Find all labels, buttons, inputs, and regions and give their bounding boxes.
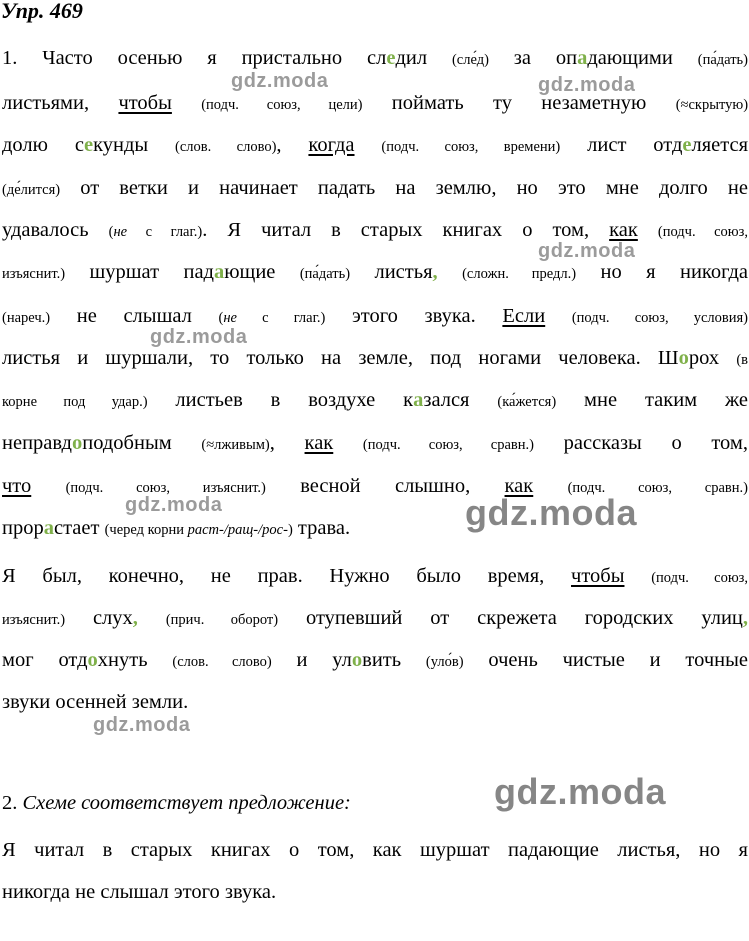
annotation: (≈лживым) (201, 437, 270, 453)
highlighted-letter: е (682, 134, 692, 156)
annotation: ) (287, 522, 293, 538)
underlined-conjunction: когда (308, 134, 355, 156)
annotation: с глаг.) (236, 310, 326, 326)
annotation: (в (736, 352, 748, 368)
highlighted-letter: о (87, 649, 98, 671)
text-line: корне под удар.) листьев в воздухе казался (ка́жется) мне таким же (2, 389, 749, 411)
annotation: (подч. союз, (657, 224, 748, 240)
annotation: (подч. союз, (651, 570, 749, 586)
annotation: корне под удар.) (2, 394, 148, 410)
text-line: долю секунды (слов. слово), когда (подч. союз, времени) лист отделяется (2, 134, 749, 156)
annotation-italic: не (223, 310, 237, 326)
annotation: (подч. союз, сравн.) (567, 480, 748, 496)
annotation: (прич. оборот) (165, 612, 279, 628)
annotation: изъяснит.) (2, 266, 66, 282)
text-line: удавалось (не с глаг.). Я читал в старых книгах о том, как (подч. союз, (2, 219, 748, 241)
highlighted-letter: а (213, 261, 225, 283)
watermark: gdz.moda (93, 714, 191, 736)
annotation: (подч. союз, изъяснит.) (65, 480, 266, 496)
underlined-conjunction: как (609, 219, 638, 241)
text-line: Я читал в старых книгах о том, как шуршат падающие листья, но я (2, 839, 748, 861)
text-line: никогда не слышал этого звука. (2, 881, 277, 903)
annotation: ( (108, 224, 114, 240)
watermark: gdz.moda (538, 240, 636, 262)
highlighted-letter: , (742, 607, 749, 629)
text-line: (нареч.) не слышал (не с глаг.) этого звука. Если (подч. союз, условия) (2, 305, 748, 327)
highlighted-letter: , (432, 261, 438, 283)
watermark: gdz.moda (150, 326, 248, 348)
highlighted-letter: о (678, 347, 689, 369)
text-line: листья и шуршали, то только на земле, под ногами человека. Шорох (в (2, 347, 748, 369)
annotation: (слов. слово) (175, 139, 277, 155)
annotation: (подч. союз, условия) (571, 310, 748, 326)
watermark: gdz.moda (465, 492, 637, 533)
italic-text: Схеме соответствует предложение: (22, 792, 351, 814)
annotation: (уло́в) (425, 654, 464, 670)
annotation: (подч. союз, сравн.) (362, 437, 534, 453)
text-line: Я был, конечно, не прав. Нужно было время, чтобы (подч. союз, (2, 565, 749, 587)
annotation: (черед корни (104, 522, 188, 538)
annotation: (ка́жется) (497, 394, 557, 410)
text-line: прорастает (черед корни раст-/ращ-/рос-) трава. (2, 517, 351, 539)
annotation: (сложн. предл.) (462, 266, 577, 282)
annotation-italic: раст-/ращ-/рос- (187, 522, 288, 538)
underlined-conjunction: чтобы (571, 565, 625, 587)
text-line: что (подч. союз, изъяснит.) весной слышно, как (подч. союз, сравн.) (2, 475, 748, 497)
annotation: изъяснит.) (2, 612, 66, 628)
text-line: мог отдохнуть (слов. слово) и уловить (уло́в) очень чистые и точные (2, 649, 748, 671)
underlined-conjunction: как (304, 432, 334, 454)
annotation: (де́лится) (2, 182, 61, 198)
underlined-conjunction: Если (502, 305, 546, 327)
text-line: звуки осенней земли. (2, 691, 189, 713)
highlighted-letter: о (351, 649, 363, 671)
highlighted-letter: е (83, 134, 94, 156)
watermark: gdz.moda (494, 771, 666, 812)
text-line: изъяснит.) слух, (прич. оборот) отупевший от скрежета городских улиц, (2, 607, 749, 629)
highlighted-letter: о (72, 432, 83, 454)
underlined-conjunction: чтобы (118, 92, 172, 114)
underlined-conjunction: что (2, 475, 32, 497)
text-line: листьями, чтобы (подч. союз, цели) поймать ту незаметную (≈скрытую) (2, 92, 749, 114)
annotation: (слов. слово) (172, 654, 272, 670)
annotation: (подч. союз, цели) (201, 97, 363, 113)
text-line: 2. Схеме соответствует предложение: (2, 792, 351, 814)
annotation: (подч. союз, времени) (381, 139, 561, 155)
exercise-title: Упр. 469 (1, 0, 83, 23)
highlighted-letter: а (577, 47, 588, 69)
highlighted-letter: а (413, 389, 424, 411)
annotation: с глаг.) (127, 224, 203, 240)
annotation: (≈скрытую) (675, 97, 749, 113)
highlighted-letter: , (132, 607, 138, 629)
highlighted-letter: а (43, 517, 54, 539)
text-line: (де́лится) от ветки и начинает падать на землю, но это мне долго не (2, 177, 748, 199)
highlighted-letter: е (386, 47, 396, 69)
text-line: 1. Часто осенью я пристально следил (сле́д) за опадающими (па́дать) (2, 47, 748, 69)
text-line: неправдоподобным (≈лживым), как (подч. союз, сравн.) рассказы о том, (2, 432, 749, 454)
watermark: gdz.moda (125, 494, 223, 516)
annotation-italic: не (113, 224, 128, 240)
annotation: (па́дать) (697, 52, 748, 68)
watermark: gdz.moda (538, 74, 636, 96)
annotation: (сле́д) (451, 52, 489, 68)
annotation: ( (218, 310, 224, 326)
text-line: изъяснит.) шуршат падающие (па́дать) листья, (сложн. предл.) но я никогда (2, 261, 748, 283)
annotation: (па́дать) (299, 266, 351, 282)
underlined-conjunction: как (504, 475, 534, 497)
annotation: (нареч.) (2, 310, 51, 326)
watermark: gdz.moda (231, 70, 329, 92)
